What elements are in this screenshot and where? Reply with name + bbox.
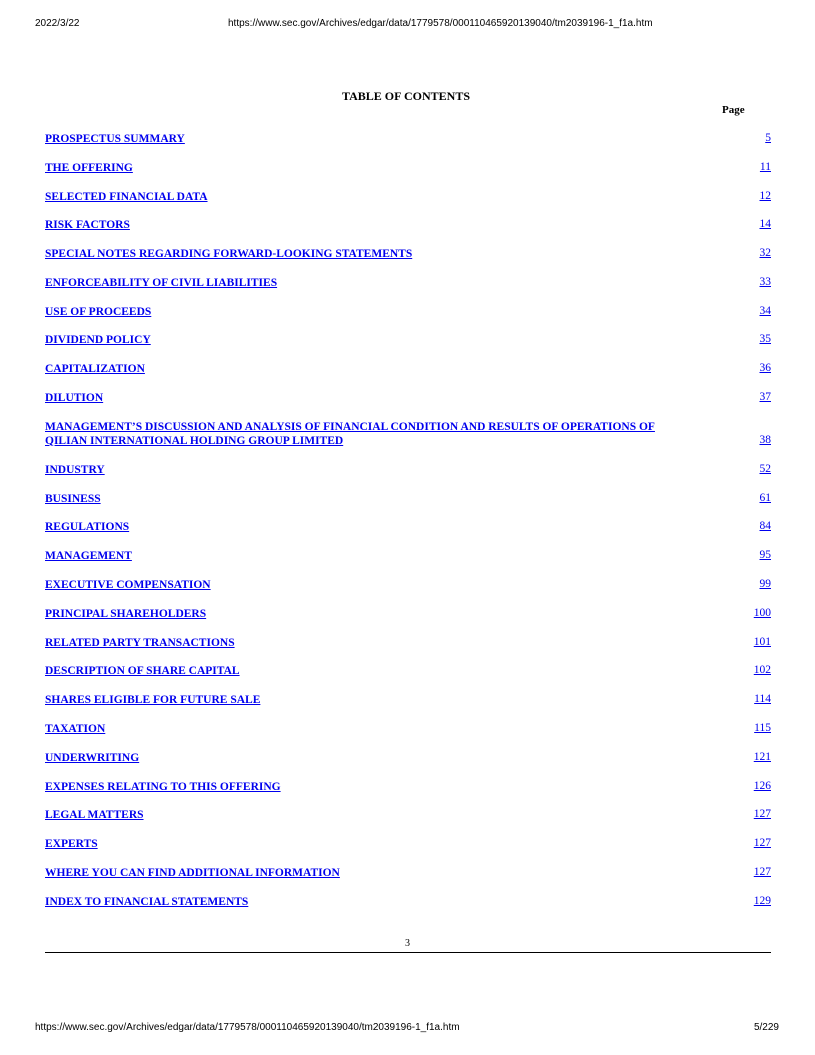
toc-page-link[interactable]: 84 <box>759 520 771 532</box>
toc-page-link[interactable]: 35 <box>759 333 771 345</box>
print-date: 2022/3/22 <box>35 18 80 29</box>
toc-entry-link[interactable]: DILUTION <box>45 392 104 404</box>
toc-entry-link[interactable]: EXECUTIVE COMPENSATION <box>45 579 211 591</box>
toc-entry-link[interactable]: RISK FACTORS <box>45 219 130 231</box>
toc-entry-link[interactable]: DESCRIPTION OF SHARE CAPITAL <box>45 665 240 677</box>
toc-entry-link[interactable]: SHARES ELIGIBLE FOR FUTURE SALE <box>45 694 261 706</box>
toc-page-link[interactable]: 126 <box>753 780 771 792</box>
toc-entry-link[interactable]: SELECTED FINANCIAL DATA <box>45 191 208 203</box>
toc-entry-link[interactable]: TAXATION <box>45 723 106 735</box>
toc-page-link[interactable]: 114 <box>754 693 771 705</box>
toc-entry-link[interactable]: UNDERWRITING <box>45 752 140 764</box>
toc-entry-link[interactable]: PRINCIPAL SHAREHOLDERS <box>45 608 207 620</box>
toc-entry-link[interactable]: MANAGEMENT <box>45 550 132 562</box>
toc-page-link[interactable]: 36 <box>759 362 771 374</box>
toc-entry-link[interactable]: BUSINESS <box>45 493 101 505</box>
toc-page-link[interactable]: 12 <box>759 190 771 202</box>
toc-page-link[interactable]: 5 <box>765 132 771 144</box>
toc-page-link[interactable]: 34 <box>759 305 771 317</box>
toc-page-link[interactable]: 52 <box>759 463 771 475</box>
toc-entry-link[interactable]: INDEX TO FINANCIAL STATEMENTS <box>45 896 249 908</box>
toc-entry-link[interactable]: LEGAL MATTERS <box>45 809 144 821</box>
toc-page-link[interactable]: 61 <box>759 492 771 504</box>
toc-entry-link[interactable]: RELATED PARTY TRANSACTIONS <box>45 637 235 649</box>
toc-entry-link[interactable]: USE OF PROCEEDS <box>45 306 152 318</box>
toc-entry-link[interactable]: EXPENSES RELATING TO THIS OFFERING <box>45 781 281 793</box>
toc-entry-link[interactable]: REGULATIONS <box>45 521 130 533</box>
toc-page-link[interactable]: 121 <box>753 751 771 763</box>
toc-page-link[interactable]: 38 <box>759 434 771 446</box>
toc-page-link[interactable]: 127 <box>753 837 771 849</box>
toc-page-link[interactable]: 37 <box>759 391 771 403</box>
toc-page-link[interactable]: 33 <box>759 276 771 288</box>
toc-page-link[interactable]: 100 <box>753 607 771 619</box>
toc-page-link[interactable]: 129 <box>753 895 771 907</box>
toc-page-link[interactable]: 32 <box>759 247 771 259</box>
toc-entry-link[interactable]: THE OFFERING <box>45 162 133 174</box>
toc-entry-link[interactable]: EXPERTS <box>45 838 98 850</box>
bottom-divider <box>45 952 771 953</box>
toc-page-link[interactable]: 102 <box>753 664 771 676</box>
print-header-url: https://www.sec.gov/Archives/edgar/data/1779578/000110465920139040/tm2039196-1_f1a.htm <box>228 18 653 29</box>
toc-title: TABLE OF CONTENTS <box>341 89 471 103</box>
toc-page-link[interactable]: 101 <box>753 636 771 648</box>
print-page-counter: 5/229 <box>753 1022 779 1033</box>
toc-page-link[interactable]: 127 <box>753 808 771 820</box>
toc-entry-link[interactable]: INDUSTRY <box>45 464 105 476</box>
toc-entry-link[interactable]: DIVIDEND POLICY <box>45 334 151 346</box>
toc-page-link[interactable]: 14 <box>759 218 771 230</box>
toc-entry-link[interactable]: MANAGEMENT’S DISCUSSION AND ANALYSIS OF FINANCIAL CONDITION AND RESULTS OF OPERATIONS OF QILIAN INTERNATIONAL HOLDING GROUP LIMITED <box>45 421 655 447</box>
toc-entry-link[interactable]: CAPITALIZATION <box>45 363 145 375</box>
toc-page-link[interactable]: 11 <box>759 161 771 173</box>
toc-entry-link[interactable]: SPECIAL NOTES REGARDING FORWARD-LOOKING STATEMENTS <box>45 248 413 260</box>
toc-page-link[interactable]: 115 <box>754 722 771 734</box>
page-column-label: Page <box>722 104 745 116</box>
toc-entry-link[interactable]: ENFORCEABILITY OF CIVIL LIABILITIES <box>45 277 278 289</box>
toc-page-link[interactable]: 95 <box>759 549 771 561</box>
toc-entry-link[interactable]: PROSPECTUS SUMMARY <box>45 133 185 145</box>
toc-page-link[interactable]: 127 <box>753 866 771 878</box>
print-footer-url: https://www.sec.gov/Archives/edgar/data/1779578/000110465920139040/tm2039196-1_f1a.htm <box>35 1022 460 1033</box>
toc-entry-link[interactable]: WHERE YOU CAN FIND ADDITIONAL INFORMATION <box>45 867 340 879</box>
document-page-number: 3 <box>405 938 410 949</box>
toc-page-link[interactable]: 99 <box>759 578 771 590</box>
